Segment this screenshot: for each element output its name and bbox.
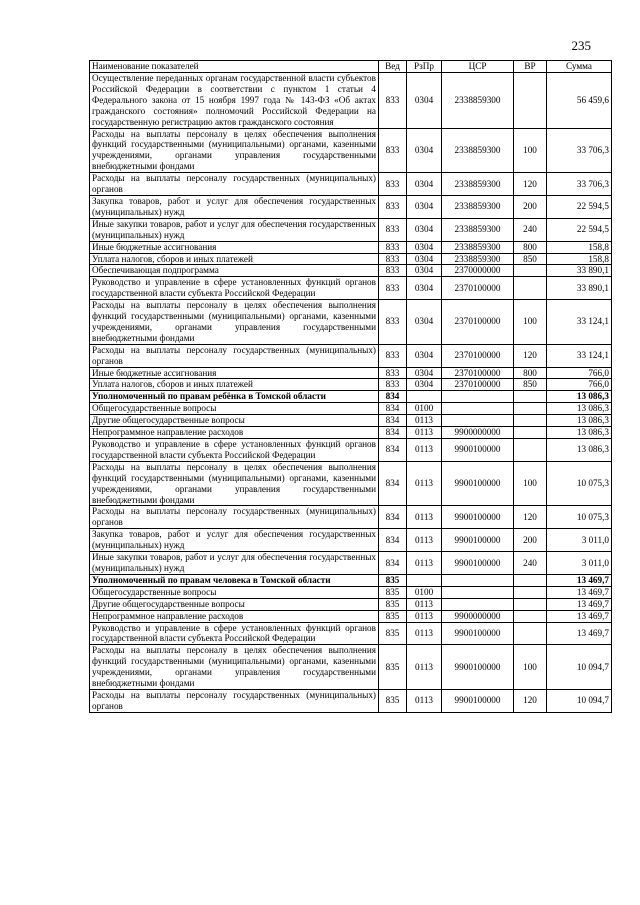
cell-csr: 2370100000 bbox=[442, 277, 514, 300]
cell-name: Иные закупки товаров, работ и услуг для обеспечения государственных (муниципальных) нужд bbox=[90, 552, 379, 575]
cell-vr bbox=[514, 574, 547, 586]
table-row bbox=[90, 506, 612, 529]
cell-csr bbox=[442, 574, 514, 586]
cell-ved: 835 bbox=[379, 610, 407, 622]
cell-name: Расходы на выплаты персоналу государственных (муниципальных) органов bbox=[90, 173, 379, 196]
cell-csr: 2370100000 bbox=[442, 300, 514, 345]
cell-rzpr: 0113 bbox=[407, 529, 442, 552]
cell-ved: 835 bbox=[379, 574, 407, 586]
cell-ved: 833 bbox=[379, 367, 407, 379]
cell-csr bbox=[442, 403, 514, 415]
table-row bbox=[90, 253, 612, 265]
cell-vr: 100 bbox=[514, 645, 547, 690]
cell-csr: 2370100000 bbox=[442, 367, 514, 379]
cell-rzpr: 0304 bbox=[407, 300, 442, 345]
cell-ved: 833 bbox=[379, 344, 407, 367]
cell-rzpr: 0304 bbox=[407, 367, 442, 379]
cell-name: Осуществление переданных органам государственной власти субъектов Российской Федерации в соответствии с пунктом 1 статьи 4 Федерального закона от 15 ноября 1997 года № 143-ФЗ «Об актах гражданского состояния» полномочий Российской Федерации на государственную регистрацию актов гражданского состояния bbox=[90, 73, 379, 129]
cell-rzpr: 0304 bbox=[407, 253, 442, 265]
table-row bbox=[90, 622, 612, 645]
cell-ved: 833 bbox=[379, 73, 407, 129]
cell-vr: 120 bbox=[514, 344, 547, 367]
table-row bbox=[90, 461, 612, 506]
cell-name: Руководство и управление в сфере установленных функций органов государственной власти субъекта Российской Федерации bbox=[90, 622, 379, 645]
cell-name: Расходы на выплаты персоналу в целях обеспечения выполнения функций государственными (муниципальными) органами, казенными учреждениями, органами управления государственными внебюджетными фондами bbox=[90, 128, 379, 173]
cell-csr: 9900100000 bbox=[442, 461, 514, 506]
cell-ved: 834 bbox=[379, 415, 407, 427]
cell-ved: 835 bbox=[379, 598, 407, 610]
table-row bbox=[90, 403, 612, 415]
cell-rzpr: 0304 bbox=[407, 128, 442, 173]
cell-rzpr bbox=[407, 574, 442, 586]
cell-rzpr: 0304 bbox=[407, 265, 442, 277]
cell-vr: 100 bbox=[514, 128, 547, 173]
table-row bbox=[90, 552, 612, 575]
cell-name: Закупка товаров, работ и услуг для обеспечения государственных (муниципальных) нужд bbox=[90, 529, 379, 552]
cell-vr bbox=[514, 73, 547, 129]
cell-vr bbox=[514, 427, 547, 439]
cell-vr bbox=[514, 598, 547, 610]
cell-rzpr: 0113 bbox=[407, 622, 442, 645]
cell-vr bbox=[514, 439, 547, 462]
table-row bbox=[90, 439, 612, 462]
cell-name: Непрограммное направление расходов bbox=[90, 427, 379, 439]
cell-sum: 33 706,3 bbox=[547, 173, 612, 196]
cell-csr: 2338859300 bbox=[442, 73, 514, 129]
cell-name: Общегосударственные вопросы bbox=[90, 403, 379, 415]
cell-rzpr: 0113 bbox=[407, 610, 442, 622]
cell-csr: 2370100000 bbox=[442, 344, 514, 367]
cell-ved: 834 bbox=[379, 391, 407, 403]
table-row bbox=[90, 128, 612, 173]
table-row bbox=[90, 344, 612, 367]
cell-rzpr: 0304 bbox=[407, 195, 442, 218]
cell-name: Уплата налогов, сборов и иных платежей bbox=[90, 253, 379, 265]
cell-csr: 2338859300 bbox=[442, 253, 514, 265]
header-sum: Сумма bbox=[547, 61, 612, 73]
table-row bbox=[90, 379, 612, 391]
cell-sum: 10 094,7 bbox=[547, 645, 612, 690]
cell-ved: 834 bbox=[379, 403, 407, 415]
cell-rzpr: 0304 bbox=[407, 218, 442, 241]
cell-name: Руководство и управление в сфере установленных функций органов государственной власти субъекта Российской Федерации bbox=[90, 439, 379, 462]
table-row bbox=[90, 73, 612, 129]
cell-csr bbox=[442, 598, 514, 610]
cell-vr: 240 bbox=[514, 218, 547, 241]
table-row bbox=[90, 300, 612, 345]
cell-csr: 9900100000 bbox=[442, 529, 514, 552]
cell-rzpr: 0304 bbox=[407, 73, 442, 129]
cell-sum: 158,8 bbox=[547, 241, 612, 253]
table-row bbox=[90, 173, 612, 196]
cell-vr: 800 bbox=[514, 367, 547, 379]
table-row bbox=[90, 586, 612, 598]
cell-csr: 9900100000 bbox=[442, 439, 514, 462]
cell-csr: 9900100000 bbox=[442, 689, 514, 712]
header-name: Наименование показателей bbox=[90, 61, 379, 73]
cell-name: Уполномоченный по правам ребёнка в Томской области bbox=[90, 391, 379, 403]
cell-ved: 834 bbox=[379, 529, 407, 552]
cell-csr bbox=[442, 415, 514, 427]
table-row bbox=[90, 277, 612, 300]
cell-vr bbox=[514, 277, 547, 300]
cell-name: Общегосударственные вопросы bbox=[90, 586, 379, 598]
cell-ved: 834 bbox=[379, 506, 407, 529]
cell-sum: 33 890,1 bbox=[547, 277, 612, 300]
cell-sum: 158,8 bbox=[547, 253, 612, 265]
cell-csr: 2370100000 bbox=[442, 379, 514, 391]
cell-csr: 2338859300 bbox=[442, 218, 514, 241]
cell-vr: 100 bbox=[514, 461, 547, 506]
cell-sum: 13 469,7 bbox=[547, 598, 612, 610]
cell-sum: 13 086,3 bbox=[547, 391, 612, 403]
cell-sum: 10 075,3 bbox=[547, 506, 612, 529]
cell-csr: 9900000000 bbox=[442, 610, 514, 622]
header-csr: ЦСР bbox=[442, 61, 514, 73]
cell-sum: 10 094,7 bbox=[547, 689, 612, 712]
table-row bbox=[90, 689, 612, 712]
table-row bbox=[90, 645, 612, 690]
cell-rzpr: 0304 bbox=[407, 344, 442, 367]
table-row bbox=[90, 610, 612, 622]
cell-vr: 120 bbox=[514, 173, 547, 196]
cell-vr: 850 bbox=[514, 379, 547, 391]
cell-name: Иные бюджетные ассигнования bbox=[90, 367, 379, 379]
cell-sum: 13 469,7 bbox=[547, 622, 612, 645]
header-vr: ВР bbox=[514, 61, 547, 73]
cell-name: Расходы на выплаты персоналу государственных (муниципальных) органов bbox=[90, 689, 379, 712]
cell-ved: 833 bbox=[379, 173, 407, 196]
cell-ved: 835 bbox=[379, 622, 407, 645]
cell-vr: 100 bbox=[514, 300, 547, 345]
cell-rzpr: 0304 bbox=[407, 277, 442, 300]
budget-table bbox=[89, 60, 612, 713]
cell-sum: 3 011,0 bbox=[547, 552, 612, 575]
cell-name: Уполномоченный по правам человека в Томской области bbox=[90, 574, 379, 586]
cell-ved: 834 bbox=[379, 552, 407, 575]
table-row bbox=[90, 218, 612, 241]
cell-sum: 13 469,7 bbox=[547, 586, 612, 598]
table-body bbox=[90, 73, 612, 713]
cell-csr: 2338859300 bbox=[442, 195, 514, 218]
cell-name: Расходы на выплаты персоналу государственных (муниципальных) органов bbox=[90, 344, 379, 367]
cell-name: Расходы на выплаты персоналу в целях обеспечения выполнения функций государственными (муниципальными) органами, казенными учреждениями, органами управления государственными внебюджетными фондами bbox=[90, 645, 379, 690]
cell-csr: 2338859300 bbox=[442, 173, 514, 196]
cell-vr bbox=[514, 265, 547, 277]
cell-csr: 9900000000 bbox=[442, 427, 514, 439]
cell-ved: 833 bbox=[379, 277, 407, 300]
cell-sum: 33 706,3 bbox=[547, 128, 612, 173]
cell-name: Уплата налогов, сборов и иных платежей bbox=[90, 379, 379, 391]
cell-sum: 3 011,0 bbox=[547, 529, 612, 552]
cell-vr bbox=[514, 610, 547, 622]
cell-rzpr: 0113 bbox=[407, 645, 442, 690]
cell-rzpr: 0304 bbox=[407, 173, 442, 196]
cell-rzpr: 0304 bbox=[407, 379, 442, 391]
cell-name: Иные бюджетные ассигнования bbox=[90, 241, 379, 253]
cell-name: Непрограммное направление расходов bbox=[90, 610, 379, 622]
cell-ved: 834 bbox=[379, 439, 407, 462]
cell-sum: 33 124,1 bbox=[547, 300, 612, 345]
cell-vr bbox=[514, 622, 547, 645]
table-row bbox=[90, 415, 612, 427]
cell-sum: 13 086,3 bbox=[547, 403, 612, 415]
cell-name: Расходы на выплаты персоналу в целях обеспечения выполнения функций государственными (муниципальными) органами, казенными учреждениями, органами управления государственными внебюджетными фондами bbox=[90, 461, 379, 506]
cell-csr bbox=[442, 586, 514, 598]
table-row bbox=[90, 574, 612, 586]
cell-ved: 833 bbox=[379, 379, 407, 391]
cell-rzpr: 0100 bbox=[407, 403, 442, 415]
cell-vr: 120 bbox=[514, 506, 547, 529]
cell-sum: 13 086,3 bbox=[547, 415, 612, 427]
cell-sum: 33 890,1 bbox=[547, 265, 612, 277]
cell-rzpr: 0100 bbox=[407, 586, 442, 598]
table-row bbox=[90, 195, 612, 218]
cell-rzpr: 0113 bbox=[407, 506, 442, 529]
cell-rzpr: 0113 bbox=[407, 552, 442, 575]
cell-sum: 13 469,7 bbox=[547, 610, 612, 622]
cell-vr: 120 bbox=[514, 689, 547, 712]
cell-name: Руководство и управление в сфере установленных функций органов государственной власти субъекта Российской Федерации bbox=[90, 277, 379, 300]
cell-vr: 200 bbox=[514, 529, 547, 552]
page-number: 235 bbox=[571, 38, 591, 53]
cell-vr: 800 bbox=[514, 241, 547, 253]
cell-name: Закупка товаров, работ и услуг для обеспечения государственных (муниципальных) нужд bbox=[90, 195, 379, 218]
cell-ved: 833 bbox=[379, 241, 407, 253]
cell-rzpr: 0113 bbox=[407, 461, 442, 506]
cell-csr: 9900100000 bbox=[442, 645, 514, 690]
cell-rzpr: 0113 bbox=[407, 427, 442, 439]
cell-sum: 13 086,3 bbox=[547, 427, 612, 439]
cell-name: Другие общегосударственные вопросы bbox=[90, 415, 379, 427]
cell-vr bbox=[514, 586, 547, 598]
cell-csr: 2370000000 bbox=[442, 265, 514, 277]
cell-csr: 2338859300 bbox=[442, 241, 514, 253]
cell-sum: 10 075,3 bbox=[547, 461, 612, 506]
cell-csr: 9900100000 bbox=[442, 622, 514, 645]
cell-ved: 833 bbox=[379, 253, 407, 265]
header-ved: Вед bbox=[379, 61, 407, 73]
cell-vr: 200 bbox=[514, 195, 547, 218]
cell-vr bbox=[514, 403, 547, 415]
cell-sum: 22 594,5 bbox=[547, 195, 612, 218]
cell-ved: 835 bbox=[379, 586, 407, 598]
cell-ved: 833 bbox=[379, 300, 407, 345]
cell-csr: 2338859300 bbox=[442, 128, 514, 173]
cell-ved: 833 bbox=[379, 218, 407, 241]
cell-vr: 240 bbox=[514, 552, 547, 575]
cell-name: Иные закупки товаров, работ и услуг для обеспечения государственных (муниципальных) нужд bbox=[90, 218, 379, 241]
cell-ved: 833 bbox=[379, 128, 407, 173]
header-rzpr: РзПр bbox=[407, 61, 442, 73]
cell-ved: 833 bbox=[379, 195, 407, 218]
table-row bbox=[90, 367, 612, 379]
table-row bbox=[90, 529, 612, 552]
table-row bbox=[90, 427, 612, 439]
cell-name: Расходы на выплаты персоналу государственных (муниципальных) органов bbox=[90, 506, 379, 529]
cell-sum: 766,0 bbox=[547, 367, 612, 379]
cell-sum: 22 594,5 bbox=[547, 218, 612, 241]
cell-rzpr: 0113 bbox=[407, 439, 442, 462]
cell-name: Расходы на выплаты персоналу в целях обеспечения выполнения функций государственными (муниципальными) органами, казенными учреждениями, органами управления государственными внебюджетными фондами bbox=[90, 300, 379, 345]
cell-name: Обеспечивающая подпрограмма bbox=[90, 265, 379, 277]
cell-rzpr: 0113 bbox=[407, 598, 442, 610]
cell-ved: 834 bbox=[379, 461, 407, 506]
table-row bbox=[90, 265, 612, 277]
cell-csr bbox=[442, 391, 514, 403]
cell-sum: 13 469,7 bbox=[547, 574, 612, 586]
table-header-row bbox=[90, 61, 612, 73]
cell-csr: 9900100000 bbox=[442, 506, 514, 529]
cell-rzpr bbox=[407, 391, 442, 403]
cell-ved: 834 bbox=[379, 427, 407, 439]
cell-ved: 835 bbox=[379, 645, 407, 690]
cell-rzpr: 0304 bbox=[407, 241, 442, 253]
cell-sum: 766,0 bbox=[547, 379, 612, 391]
cell-ved: 833 bbox=[379, 265, 407, 277]
cell-vr: 850 bbox=[514, 253, 547, 265]
cell-rzpr: 0113 bbox=[407, 415, 442, 427]
table-row bbox=[90, 391, 612, 403]
cell-sum: 33 124,1 bbox=[547, 344, 612, 367]
cell-ved: 835 bbox=[379, 689, 407, 712]
cell-sum: 13 086,3 bbox=[547, 439, 612, 462]
cell-vr bbox=[514, 415, 547, 427]
cell-csr: 9900100000 bbox=[442, 552, 514, 575]
cell-vr bbox=[514, 391, 547, 403]
table-row bbox=[90, 241, 612, 253]
cell-name: Другие общегосударственные вопросы bbox=[90, 598, 379, 610]
table-row bbox=[90, 598, 612, 610]
cell-sum: 56 459,6 bbox=[547, 73, 612, 129]
cell-rzpr: 0113 bbox=[407, 689, 442, 712]
